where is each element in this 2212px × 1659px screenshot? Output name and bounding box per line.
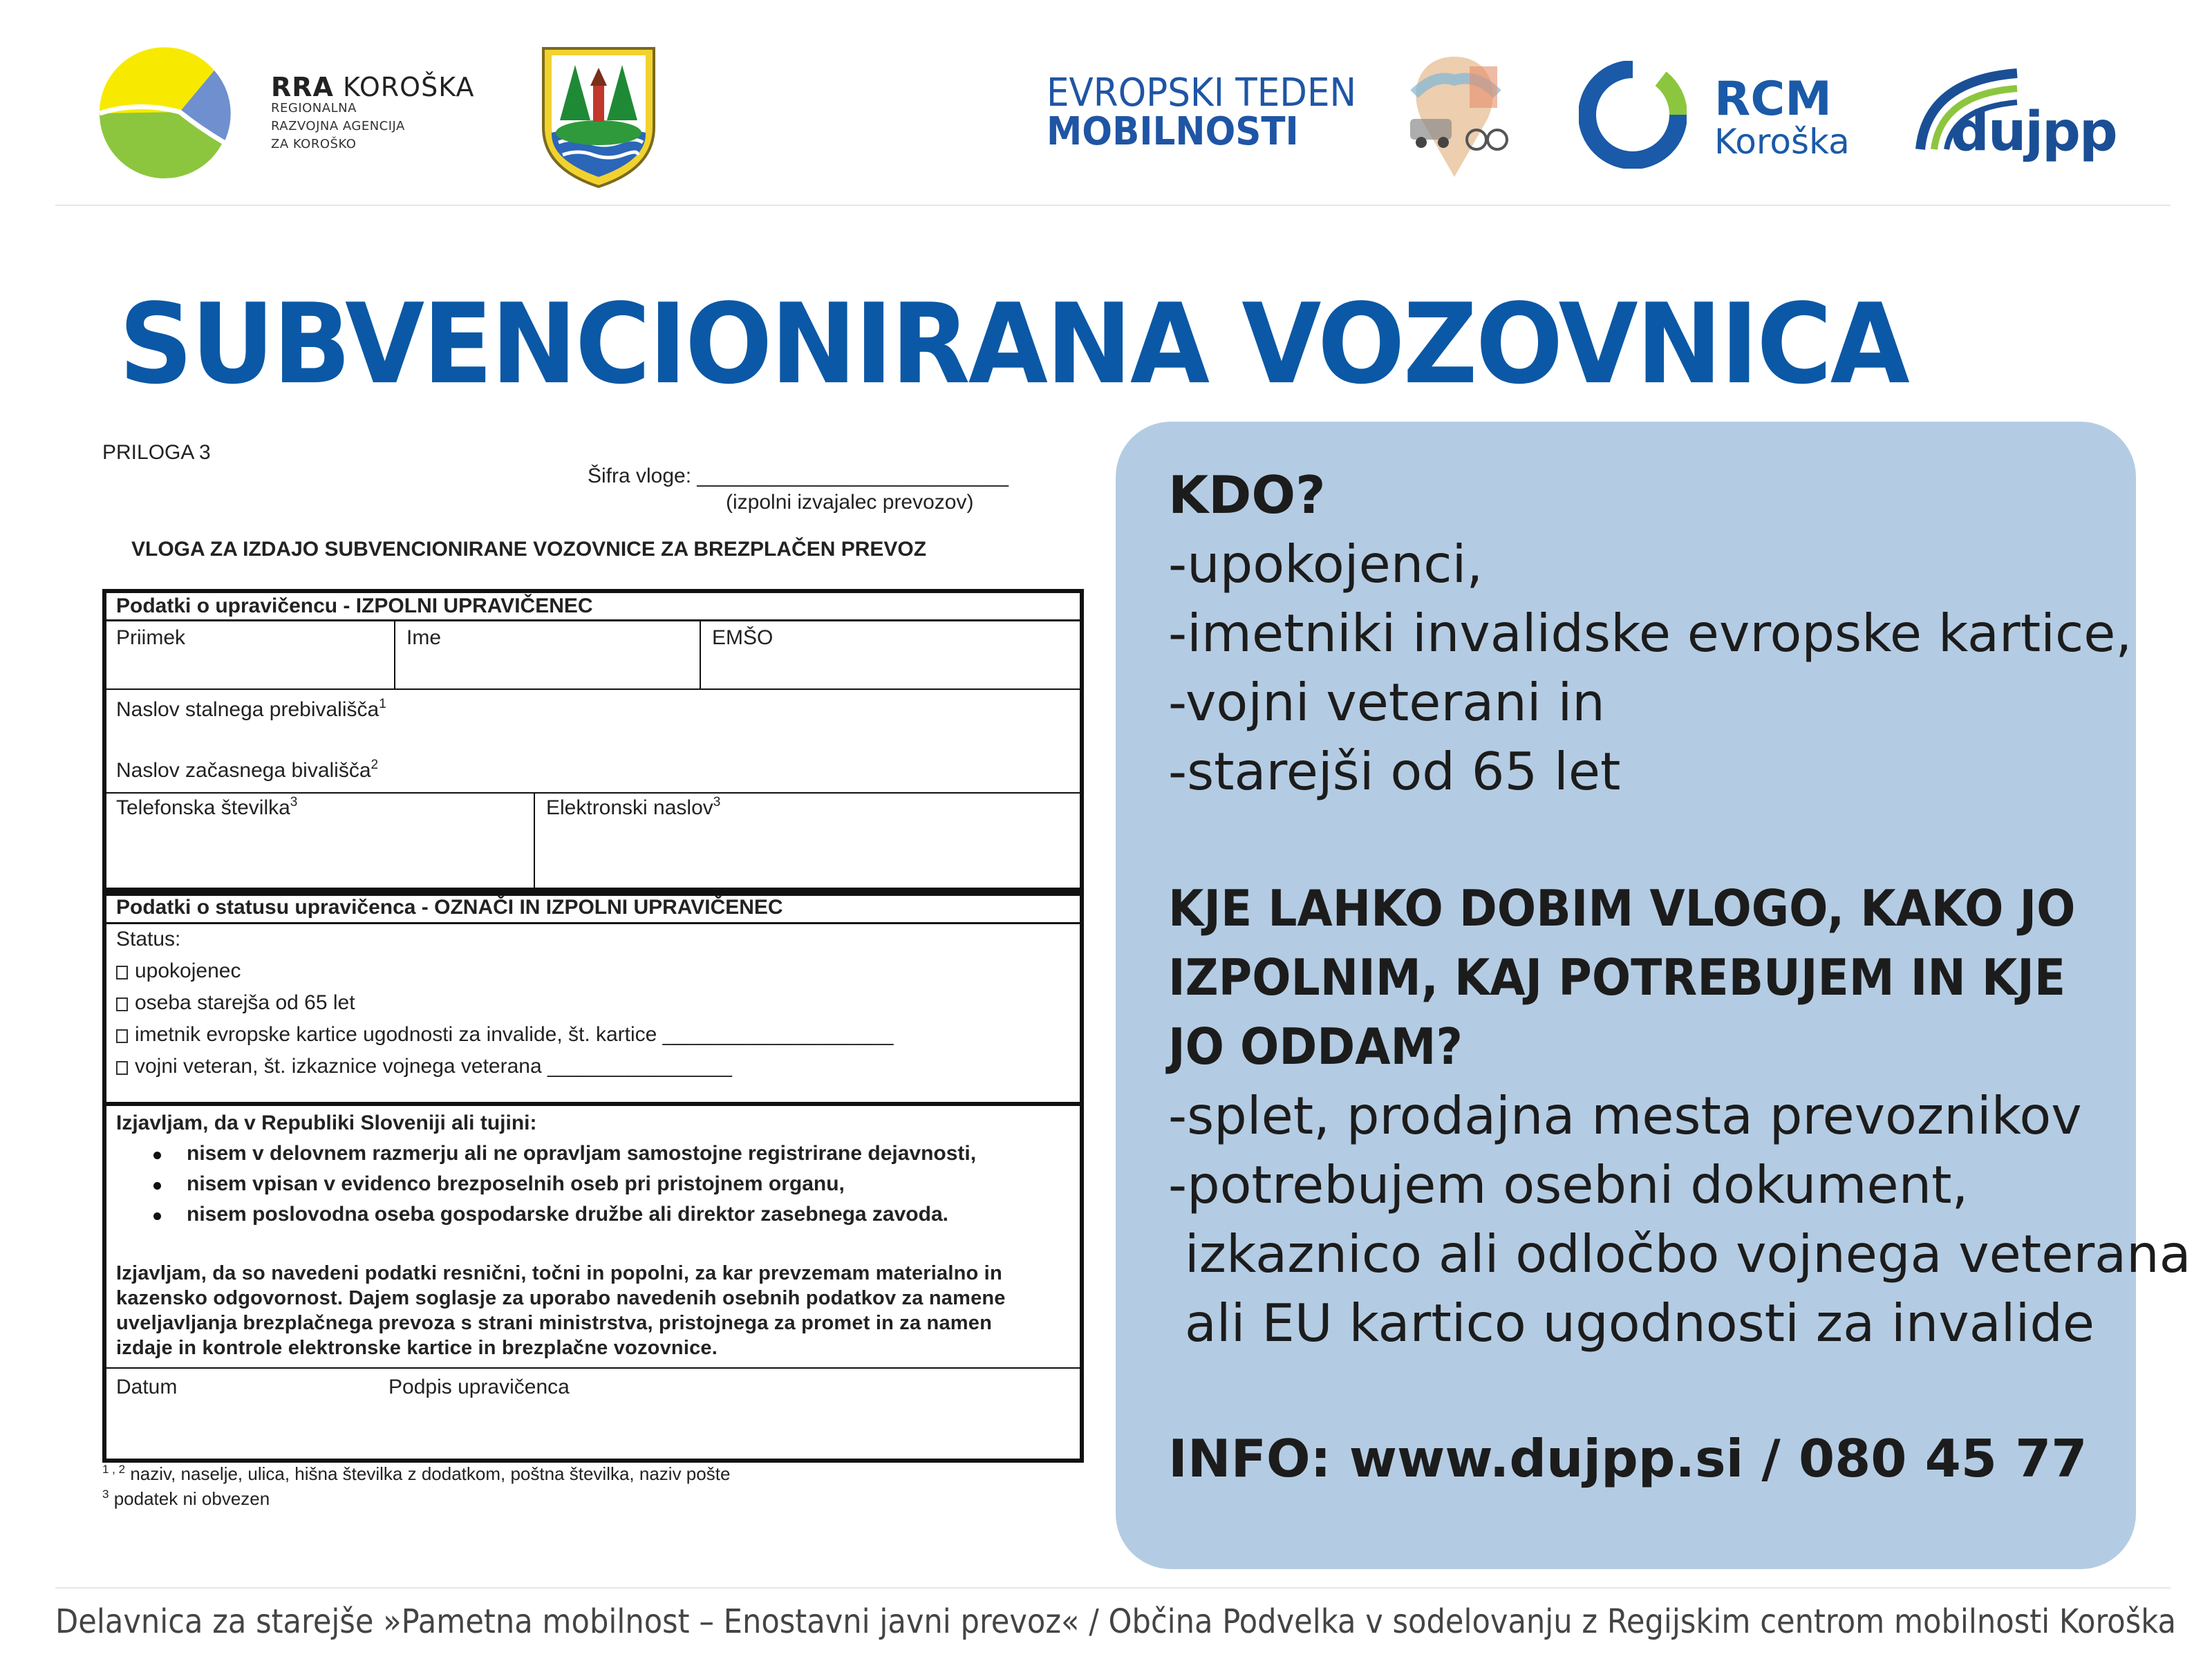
rcm-title: RCM — [1714, 72, 1832, 126]
status-option-label: imetnik evropske kartice ugodnosti za invalide, št. kartice ____________________ — [135, 1023, 894, 1046]
perm-address-label: Naslov stalnega prebivališča — [116, 698, 379, 721]
footnote-2-mark: 3 — [102, 1488, 109, 1501]
form-annex: PRILOGA 3 — [102, 441, 211, 464]
coat-of-arms-logo — [539, 44, 658, 189]
footer-text: Delavnica za starejše »Pametna mobilnost – Enostavni javni prevoz« / Občina Podvelka v sodelovanju z Regijskim centrom mobilnosti Koroška — [55, 1602, 2176, 1641]
form-status-label: Status: — [116, 928, 181, 950]
form-declare-text: uveljavljanja brezplačnega prevoza s strani ministrstva, pristojnega za promet in za namen — [116, 1312, 993, 1334]
email-sup: 3 — [713, 795, 721, 809]
form-declare-text: kazensko odgovornost. Dajem soglasje za uporabo navedenih osebnih podatkov za namene — [116, 1287, 1006, 1309]
form-section1-header: Podatki o upravičencu - IZPOLNI UPRAVIČENEC — [116, 594, 593, 617]
form-field-email — [546, 795, 720, 820]
bullet-icon — [153, 1152, 161, 1159]
panel-question-where: IZPOLNIM, KAJ POTREBUJEM IN KJE — [1168, 948, 2066, 1006]
etm-logo-graphic — [1394, 53, 1515, 181]
email-label: Elektronski naslov — [546, 796, 713, 819]
panel-who-item: -starejši od 65 let — [1168, 741, 1621, 802]
panel-info-contact: INFO: www.dujpp.si / 080 45 77 — [1168, 1428, 2088, 1489]
footnote-1-marks: 1 , 2 — [102, 1463, 126, 1476]
form-status-option — [116, 991, 355, 1015]
rra-sub-3: ZA KOROŠKO — [271, 137, 357, 151]
form-field-temp-address — [116, 758, 378, 782]
form-field-perm-address — [116, 697, 386, 722]
phone-label: Telefonska številka — [116, 796, 290, 819]
form-date-label: Datum — [116, 1376, 178, 1398]
checkbox-icon — [116, 966, 128, 980]
rcm-subtitle: Koroška — [1714, 122, 1850, 162]
form-section2-header: Podatki o statusu upravičenca - OZNAČI IN IZPOLNI UPRAVIČENEC — [116, 896, 783, 919]
form-rule — [106, 619, 1080, 621]
form-declare-text: Izjavljam, da so navedeni podatki resnični, točni in popolni, za kar prevzemam materialno in — [116, 1262, 1002, 1284]
etm-title-1: EVROPSKI TEDEN — [1047, 71, 1357, 115]
panel-answer: -potrebujem osebni dokument, — [1168, 1154, 1969, 1215]
form-section-applicant — [102, 589, 1084, 892]
panel-answer: izkaznico ali odločbo vojnega veterana — [1168, 1224, 2191, 1284]
form-rule — [534, 794, 535, 888]
panel-question-where: JO ODDAM? — [1168, 1018, 1463, 1076]
rcm-logo-icon — [1579, 61, 1687, 169]
form-footnote-1 — [102, 1463, 730, 1485]
rcm-logo-graphic — [1579, 61, 1687, 169]
bullet-icon — [153, 1182, 161, 1190]
form-rule — [700, 621, 701, 690]
phone-sup: 3 — [290, 795, 298, 809]
form-code-note: (izpolni izvajalec prevozov) — [726, 491, 974, 514]
panel-question-who: KDO? — [1168, 465, 1326, 525]
dujpp-wordmark: dujpp — [1951, 101, 2117, 163]
coat-of-arms-graphic — [539, 44, 658, 189]
form-rule — [106, 792, 1080, 794]
checkbox-icon — [116, 1061, 128, 1075]
form-field-name: Ime — [406, 626, 442, 649]
form-code-label: Šifra vloge: ___________________________ — [588, 465, 1009, 487]
header-divider — [55, 205, 2171, 206]
footer-divider — [55, 1587, 2171, 1588]
form-heading: VLOGA ZA IZDAJO SUBVENCIONIRANE VOZOVNICE ZA BREZPLAČEN PREVOZ — [131, 538, 927, 561]
panel-answer: ali EU kartico ugodnosti za invalide — [1168, 1293, 2095, 1353]
temp-address-sup: 2 — [371, 758, 379, 772]
page-title: SUBVENCIONIRANA VOZOVNICA — [119, 279, 1909, 409]
status-option-label: vojni veteran, št. izkaznice vojnega veterana ________________ — [135, 1055, 732, 1078]
form-rule — [394, 621, 395, 690]
etm-logo-icon — [1394, 53, 1515, 181]
panel-question-where: KJE LAHKO DOBIM VLOGO, KAKO JO — [1168, 879, 2076, 937]
checkbox-icon — [116, 997, 128, 1011]
form-field-surname: Priimek — [116, 626, 186, 649]
form-status-option — [116, 959, 241, 983]
panel-answer: -splet, prodajna mesta prevoznikov — [1168, 1085, 2082, 1146]
form-footnote-2 — [102, 1488, 270, 1510]
form-declare-item: nisem poslovodna oseba gospodarske družbe ali direktor zasebnega zavoda. — [187, 1203, 948, 1226]
panel-who-item: -upokojenci, — [1168, 534, 1483, 594]
form-sign-label: Podpis upravičenca — [388, 1376, 570, 1398]
rra-sub-2: RAZVOJNA AGENCIJA — [271, 119, 405, 133]
form-declare-text: izdaje in kontrole elektronske kartice in brezplačne vozovnice. — [116, 1337, 718, 1359]
form-field-phone — [116, 795, 297, 820]
form-declare-item: nisem v delovnem razmerju ali ne opravljam samostojne registrirane dejavnosti, — [187, 1142, 977, 1165]
form-status-option — [116, 1023, 893, 1047]
etm-title-2: MOBILNOSTI — [1047, 109, 1299, 154]
rra-name: RRA KOROŠKA — [271, 72, 475, 102]
form-rule — [106, 688, 1080, 690]
temp-address-label: Naslov začasnega bivališča — [116, 759, 371, 782]
form-status-option — [116, 1055, 732, 1078]
footnote-1-text: naziv, naselje, ulica, hišna številka z dodatkom, poštna številka, naziv pošte — [125, 1463, 731, 1484]
panel-who-item: -imetniki invalidske evropske kartice, — [1168, 603, 2133, 664]
rra-sub-1: REGIONALNA — [271, 101, 357, 115]
form-declare-intro: Izjavljam, da v Republiki Sloveniji ali tujini: — [116, 1112, 537, 1134]
checkbox-icon — [116, 1029, 128, 1043]
form-field-emso: EMŠO — [712, 626, 774, 649]
status-option-label: upokojenec — [135, 959, 241, 982]
footnote-2-text: podatek ni obvezen — [109, 1488, 270, 1509]
form-rule — [106, 922, 1080, 924]
form-declare-item: nisem vpisan v evidenco brezposelnih oseb pri pristojnem organu, — [187, 1172, 845, 1195]
panel-who-item: -vojni veterani in — [1168, 672, 1605, 733]
rra-logo-graphic — [97, 46, 235, 181]
perm-address-sup: 1 — [379, 697, 386, 711]
rra-logo — [97, 46, 235, 181]
bullet-icon — [153, 1212, 161, 1220]
form-rule — [106, 1367, 1080, 1369]
status-option-label: oseba starejša od 65 let — [135, 991, 355, 1014]
